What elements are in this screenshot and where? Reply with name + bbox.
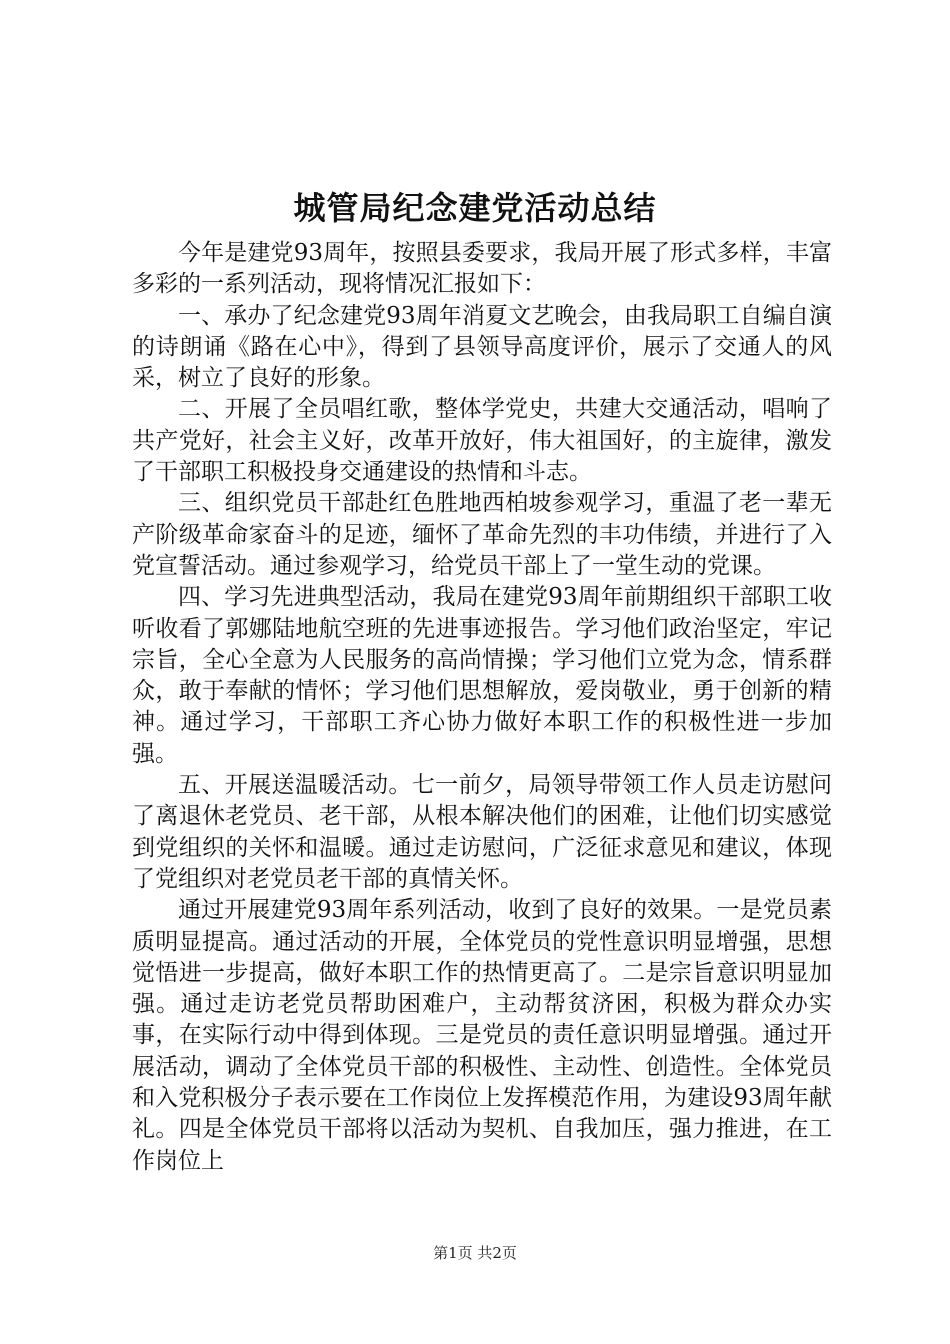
page-number-footer: 第1页 共2页: [433, 1244, 517, 1262]
paragraph-item-3: 三、组织党员干部赴红色胜地西柏坡参观学习，重温了老一辈无产阶级革命家奋斗的足迹，缅怀了革命先烈的丰功伟绩，并进行了入党宣誓活动。通过参观学习，给党员干部上了一堂生动的党课。: [132, 490, 832, 579]
paragraph-item-4: 四、学习先进典型活动，我局在建党93周年前期组织干部职工收听收看了郭娜陆地航空班的先进事迹报告。学习他们政治坚定，牢记宗旨，全心全意为人民服务的高尚情操；学习他们立党为念，情系群众，敢于奉献的情怀；学习他们思想解放，爱岗敬业，勇于创新的精神。通过学习，干部职工齐心协力做好本职工作的积极性进一步加强。: [132, 584, 832, 767]
paragraph-item-2: 二、开展了全员唱红歌，整体学党史，共建大交通活动，唱响了共产党好，社会主义好，改革开放好，伟大祖国好，的主旋律，激发了干部职工积极投身交通建设的热情和斗志。: [132, 396, 832, 486]
paragraph-intro: 今年是建党93周年，按照县委要求，我局开展了形式多样，丰富多彩的一系列活动，现将情况汇报如下：: [132, 240, 832, 298]
paragraph-summary: 通过开展建党93周年系列活动，收到了良好的效果。一是党员素质明显提高。通过活动的开展，全体党员的党性意识明显增强，思想觉悟进一步提高，做好本职工作的热情更高了。二是宗旨意识明显加强。通过走访老党员帮助困难户，主动帮贫济困，积极为群众办实事，在实际行动中得到体现。三是党员的责任意识明显增强。通过开展活动，调动了全体党员干部的积极性、主动性、创造性。全体党员和入党积极分子表示要在工作岗位上发挥模范作用，为建设93周年献礼。四是全体党员干部将以活动为契机、自我加压，强力推进，在工作岗位上: [132, 897, 832, 1174]
document-body: [132, 238, 832, 1177]
paragraph-item-1: 一、承办了纪念建党93周年消夏文艺晚会，由我局职工自编自演的诗朗诵《路在心中》，得到了县领导高度评价，展示了交通人的风采，树立了良好的形象。: [132, 302, 832, 392]
document-title: 城管局纪念建党活动总结: [293, 189, 657, 227]
paragraph-item-5: 五、开展送温暖活动。七一前夕，局领导带领工作人员走访慰问了离退休老党员、老干部，从根本解决他们的困难，让他们切实感觉到党组织的关怀和温暖。通过走访慰问，广泛征求意见和建议，体现了党组织对老党员老干部的真情关怀。: [132, 772, 832, 892]
